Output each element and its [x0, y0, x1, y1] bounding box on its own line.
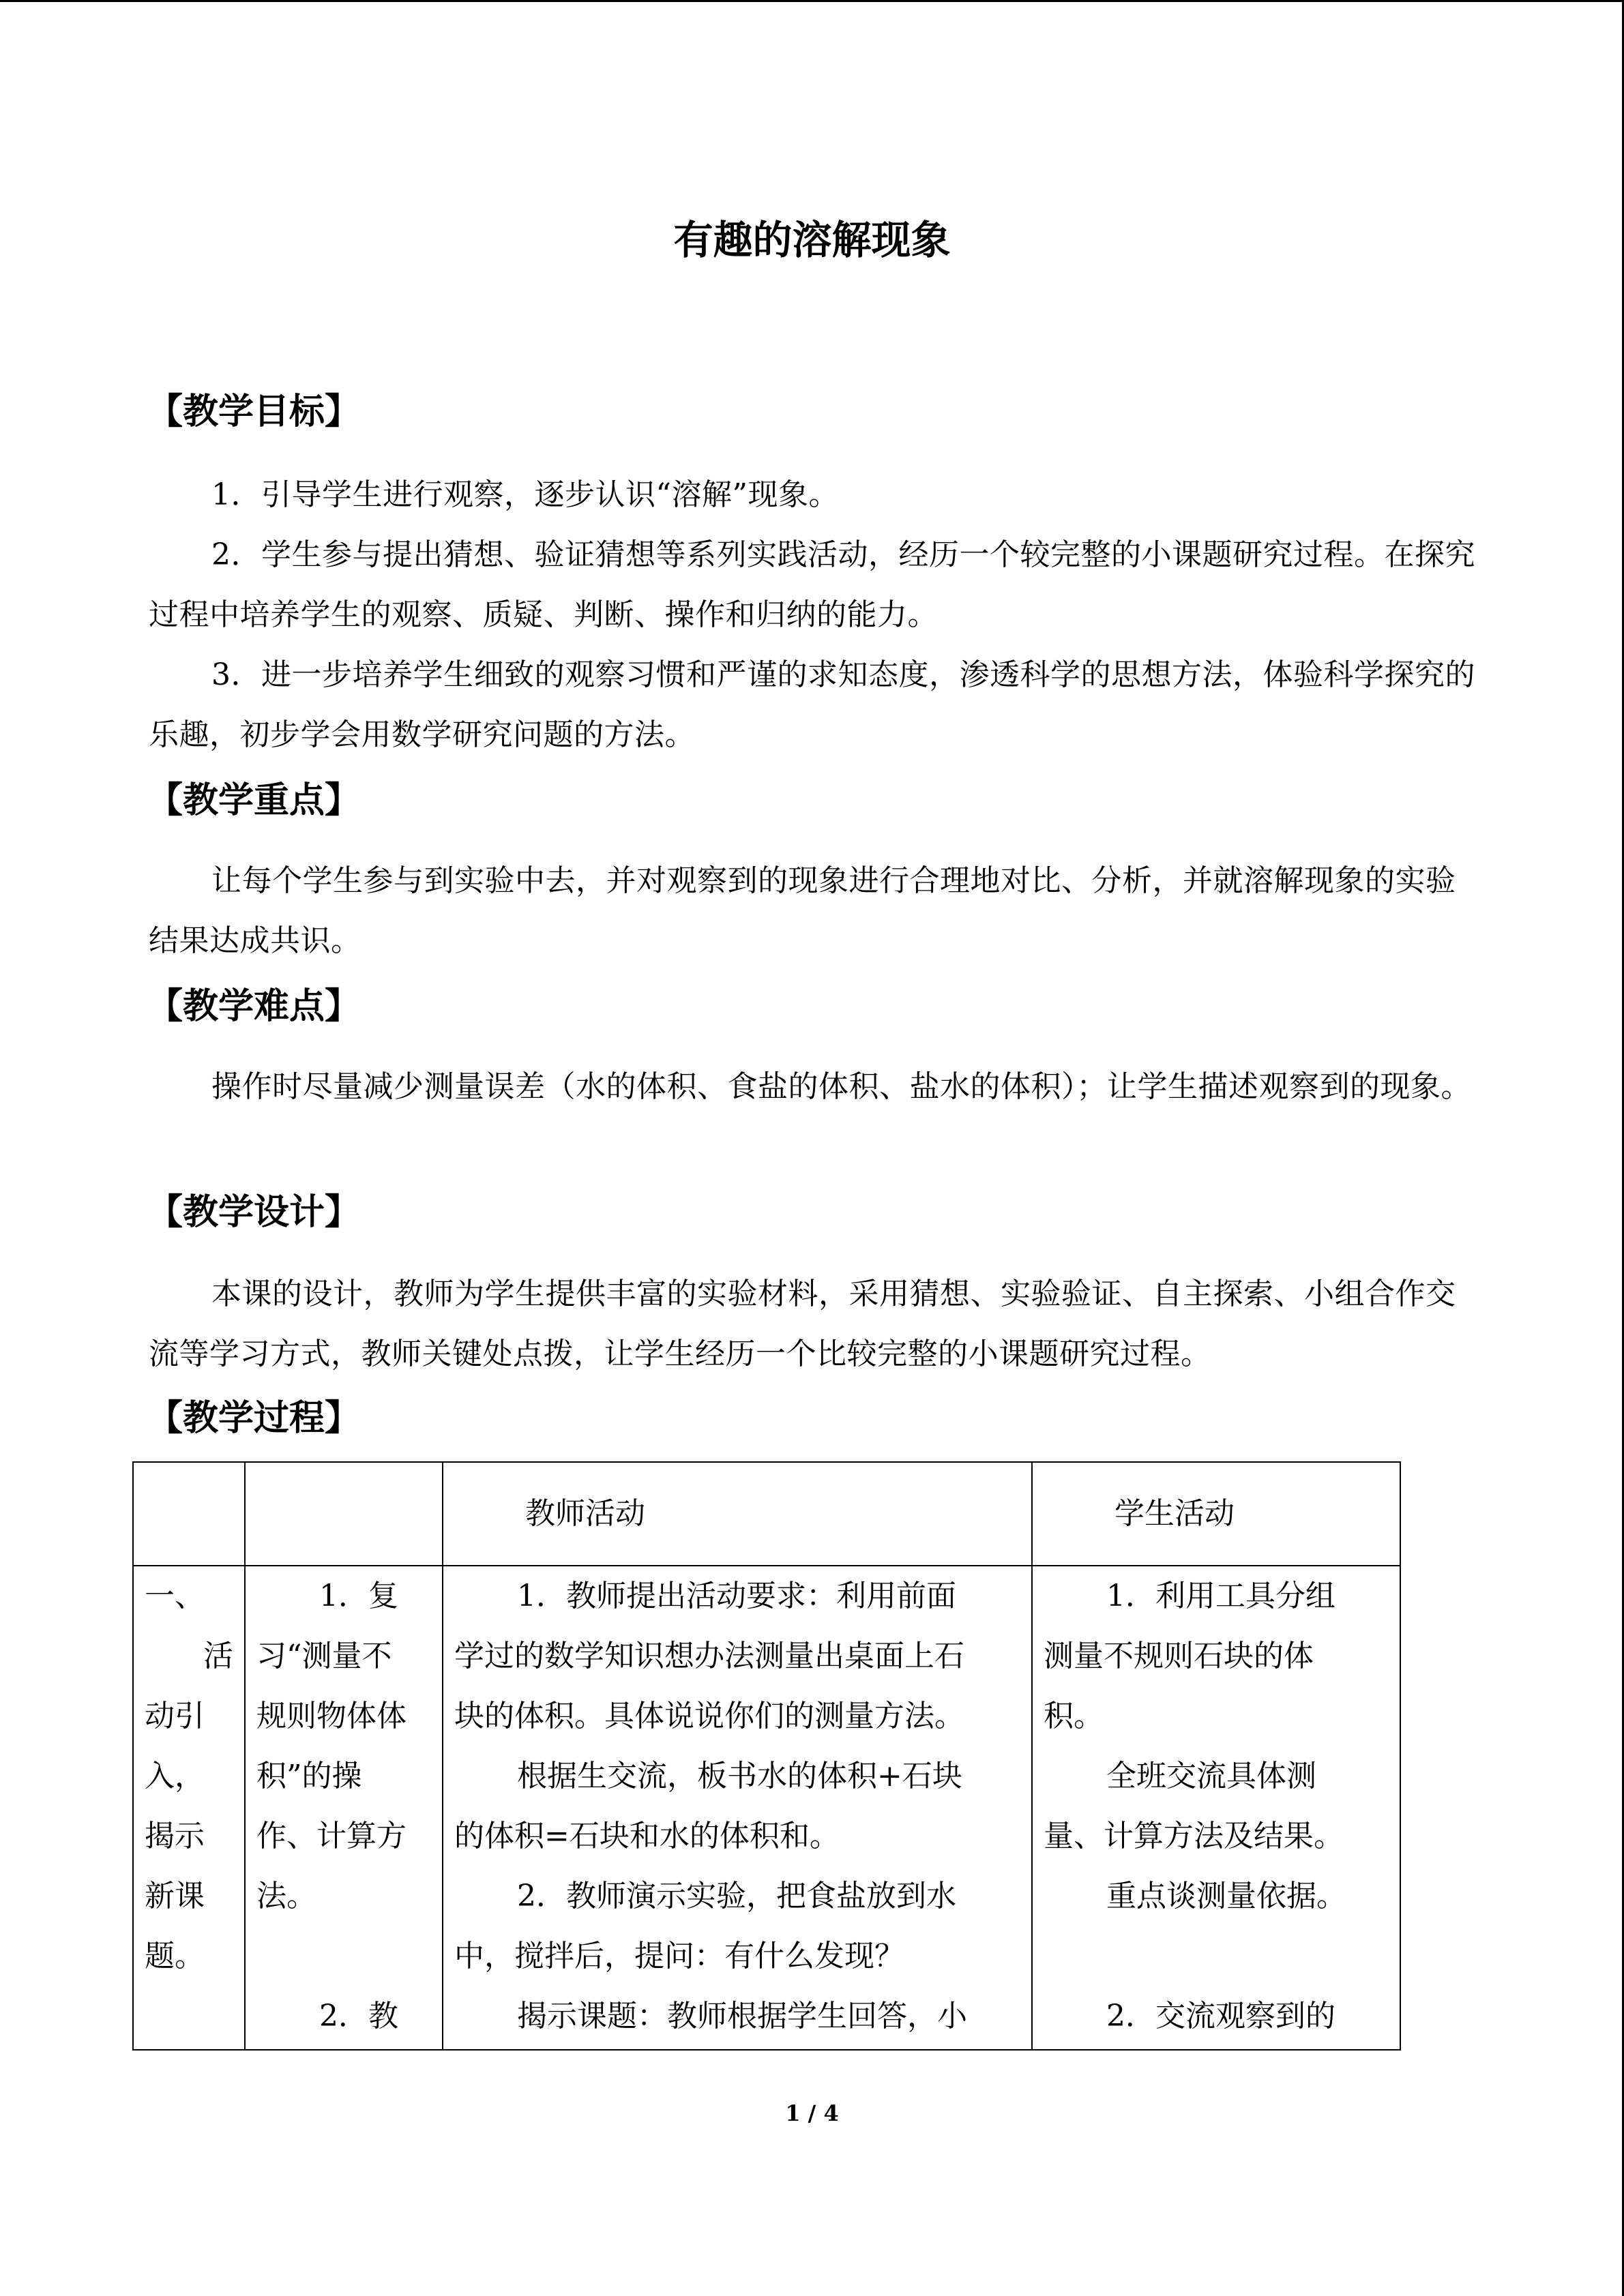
student-line: 积。 [1044, 1699, 1104, 1733]
student-line: 全班交流具体测 [1106, 1759, 1316, 1793]
stage-line: 题。 [145, 1939, 205, 1973]
teacher-line: 2．教师演示实验，把食盐放到水 [517, 1879, 956, 1913]
goal-paragraph-1: 1．引导学生进行观察，逐步认识“溶解”现象。 [211, 477, 839, 512]
teacher-line: 揭示课题：教师根据学生回答，小 [517, 1999, 967, 2033]
header-cell-teacher: 教师活动 [443, 1462, 1032, 1566]
page-number: 1 / 4 [785, 2100, 839, 2126]
teacher-line: 的体积=石块和水的体积和。 [454, 1819, 840, 1853]
heading-difficulties: 【教学难点】 [147, 985, 361, 1027]
stage-line: 新课 [145, 1879, 205, 1913]
teaching-process-table [132, 1461, 1401, 2051]
stage-line: 一、 [145, 1579, 205, 1613]
content-line: 法。 [256, 1879, 316, 1913]
student-activity-cell [1032, 1566, 1400, 2050]
content-line: 习“测量不 [256, 1639, 392, 1673]
heading-design: 【教学设计】 [147, 1191, 361, 1233]
page-border-top [0, 0, 1624, 2]
stage-line: 动引 [145, 1699, 205, 1733]
student-line: 重点谈测量依据。 [1106, 1879, 1346, 1913]
student-line [1044, 1926, 1389, 1986]
header-cell-content [245, 1462, 443, 1566]
difficulties-text: 操作时尽量减少测量误差（水的体积、食盐的体积、盐水的体积）；让学生描述观察到的现象。 [211, 1069, 1471, 1104]
content-line: 2．教 [319, 1999, 398, 2033]
student-line: 量、计算方法及结果。 [1044, 1819, 1344, 1853]
content-line [256, 1926, 431, 1986]
content-line: 1．复 [319, 1579, 398, 1613]
design-text: 本课的设计，教师为学生提供丰富的实验材料，采用猜想、实验验证、自主探索、小组合作交流等学习方式，教师关键处点拨，让学生经历一个比较完整的小课题研究过程。 [149, 1277, 1456, 1371]
content-line: 积”的操 [256, 1759, 362, 1793]
stage-line: 活 [203, 1639, 233, 1673]
teacher-line: 块的体积。具体说说你们的测量方法。 [454, 1699, 964, 1733]
table-header-row [133, 1462, 1400, 1566]
student-line: 测量不规则石块的体 [1044, 1639, 1314, 1673]
heading-process: 【教学过程】 [147, 1397, 361, 1439]
teacher-line: 根据生交流，板书水的体积+石块 [517, 1759, 962, 1793]
document-title: 有趣的溶解现象 [673, 217, 951, 263]
teacher-activity-cell [443, 1566, 1032, 2050]
student-line: 1．利用工具分组 [1106, 1579, 1335, 1613]
content-line: 规则物体体 [256, 1699, 407, 1733]
header-cell-stage [133, 1462, 245, 1566]
student-line: 2．交流观察到的 [1106, 1999, 1335, 2033]
content-line: 作、计算方 [256, 1819, 407, 1853]
goal-paragraph-2: 2．学生参与提出猜想、验证猜想等系列实践活动，经历一个较完整的小课题研究过程。在探究过程中培养学生的观察、质疑、判断、操作和归纳的能力。 [149, 537, 1475, 632]
stage-cell [133, 1566, 245, 2050]
goal-paragraph-3: 3．进一步培养学生细致的观察习惯和严谨的求知态度，渗透科学的思想方法，体验科学探究的乐趣，初步学会用数学研究问题的方法。 [149, 657, 1475, 752]
content-cell [245, 1566, 443, 2050]
header-cell-student: 学生活动 [1032, 1462, 1400, 1566]
teacher-line: 中，搅拌后，提问：有什么发现？ [454, 1939, 904, 1973]
heading-key-points: 【教学重点】 [147, 779, 361, 821]
teacher-line: 学过的数学知识想办法测量出桌面上石 [454, 1639, 964, 1673]
key-points-text: 让每个学生参与到实验中去，并对观察到的现象进行合理地对比、分析，并就溶解现象的实验结果达成共识。 [149, 863, 1456, 958]
stage-line: 揭示 [145, 1819, 205, 1853]
heading-goals: 【教学目标】 [147, 391, 361, 432]
table-row [133, 1566, 1400, 2050]
teacher-line: 1．教师提出活动要求：利用前面 [517, 1579, 956, 1613]
stage-line: 入， [145, 1759, 205, 1793]
